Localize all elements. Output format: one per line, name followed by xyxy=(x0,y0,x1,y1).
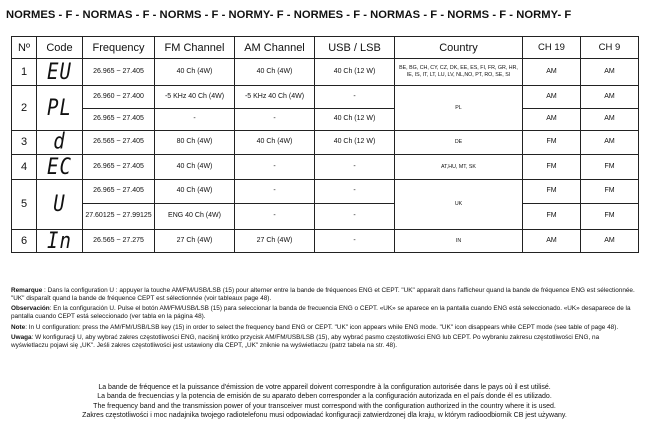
usb-lsb: - xyxy=(315,204,395,230)
note-label: Note xyxy=(11,323,26,331)
table-row xyxy=(12,204,639,230)
am-channel: -5 KHz 40 Ch (4W) xyxy=(235,86,315,109)
notes-section xyxy=(11,287,638,353)
ch19: FM xyxy=(523,131,581,155)
ch19: AM xyxy=(523,59,581,86)
note-label: Uwaga xyxy=(11,334,32,342)
ch19: FM xyxy=(523,204,581,230)
fm-channel: 40 Ch (4W) xyxy=(155,59,235,86)
fm-channel: 40 Ch (4W) xyxy=(155,180,235,204)
table-row xyxy=(12,109,639,131)
ch19: AM xyxy=(523,109,581,131)
country: BE, BG, CH, CY, CZ, DK, EE, ES, FI, FR, GR, HR, IE, IS, IT, LT, LU, LV, NL,NO, PT, RO, SE, SI xyxy=(395,59,523,86)
fm-channel: - xyxy=(155,109,235,131)
country: IN xyxy=(395,230,523,253)
frequency: 26.965 ~ 27.405 xyxy=(83,59,155,86)
ch9: AM xyxy=(581,109,639,131)
ch19: FM xyxy=(523,180,581,204)
ch19: AM xyxy=(523,86,581,109)
col-ch19: CH 19 xyxy=(523,37,581,59)
col-am-channel: AM Channel xyxy=(235,37,315,59)
frequency: 26.960 ~ 27.400 xyxy=(83,86,155,109)
row-number: 6 xyxy=(12,230,37,253)
country: DE xyxy=(395,131,523,155)
usb-lsb: - xyxy=(315,180,395,204)
country: AT,HU, MT, SK xyxy=(395,155,523,180)
country: UK xyxy=(395,180,523,230)
ch9: AM xyxy=(581,131,639,155)
row-number: 1 xyxy=(12,59,37,86)
ch9: FM xyxy=(581,155,639,180)
col-code: Code xyxy=(37,37,83,59)
frequency: 27.60125 ~ 27.99125 xyxy=(83,204,155,230)
ch19: AM xyxy=(523,230,581,253)
row-number: 2 xyxy=(12,86,37,131)
frequency-table xyxy=(11,36,639,253)
norms-banner: NORMES - F - NORMAS - F - NORMS - F - NORMY- F - NORMES - F - NORMAS - F - NORMS - F - NORMY- F xyxy=(6,9,572,21)
country: PL xyxy=(395,86,523,131)
fm-channel: -5 KHz 40 Ch (4W) xyxy=(155,86,235,109)
note-spanish xyxy=(11,305,638,320)
col-frequency: Frequency xyxy=(83,37,155,59)
frequency: 26.565 ~ 27.275 xyxy=(83,230,155,253)
row-number: 3 xyxy=(12,131,37,155)
config-code: EU xyxy=(37,56,83,87)
usb-lsb: 40 Ch (12 W) xyxy=(315,59,395,86)
am-channel: 40 Ch (4W) xyxy=(235,131,315,155)
usb-lsb: 40 Ch (12 W) xyxy=(315,131,395,155)
usb-lsb: 40 Ch (12 W) xyxy=(315,109,395,131)
usb-lsb: - xyxy=(315,155,395,180)
fm-channel: 80 Ch (4W) xyxy=(155,131,235,155)
am-channel: - xyxy=(235,204,315,230)
am-channel: - xyxy=(235,180,315,204)
fm-channel: 27 Ch (4W) xyxy=(155,230,235,253)
am-channel: - xyxy=(235,155,315,180)
frequency: 26.565 ~ 27.405 xyxy=(83,131,155,155)
col-usb-lsb: USB / LSB xyxy=(315,37,395,59)
ch9: FM xyxy=(581,204,639,230)
note-label: Remarque xyxy=(11,287,43,294)
note-polish xyxy=(11,334,638,349)
header-row xyxy=(12,37,639,59)
note-label: Observación xyxy=(11,305,50,313)
ch19: FM xyxy=(523,155,581,180)
note-text: : W konfiguracji U, aby wybrać zakres częstotliwości ENG, naciśnij krótko przycisk AM/FM/USB/LSB (15), aby wybrać pasmo częstotliwości ENG lub CEPT. Po wybraniu zakresu częstotliwości ENG, na wyświetlaczu pojawi się „UK". Jeśli zakres częstotliwości jest ustawiony dla CEPT, „UK" zniknie na wyświetlaczu (patrz tabela na str. 48). xyxy=(11,334,600,350)
table-row xyxy=(12,155,639,180)
ch9: AM xyxy=(581,86,639,109)
row-number: 4 xyxy=(12,155,37,180)
am-channel: 40 Ch (4W) xyxy=(235,59,315,86)
note-french xyxy=(11,287,638,302)
usb-lsb: - xyxy=(315,230,395,253)
compliance-footer xyxy=(11,383,638,421)
note-text: : Dans la configuration U : appuyer la touche AM/FM/USB/LSB (15) pour alterner entre la bande de fréquences ENG et CEPT. "UK" apparaît dans l'afficheur quand la bande de fréquence ENG est sélectionnée. "UK" disparaît quand la bande de fréquence CEPT est sélectionnée (voir tableaux page 48). xyxy=(11,287,635,302)
ch9: AM xyxy=(581,230,639,253)
frequency: 26.965 ~ 27.405 xyxy=(83,180,155,204)
col-fm-channel: FM Channel xyxy=(155,37,235,59)
table-row xyxy=(12,180,639,204)
table-row xyxy=(12,86,639,109)
frequency: 26.965 ~ 27.405 xyxy=(83,155,155,180)
ch9: FM xyxy=(581,180,639,204)
table-row xyxy=(12,230,639,253)
table-row xyxy=(12,131,639,155)
config-code: PL xyxy=(37,82,83,134)
footer-spanish: La banda de frecuencias y la potencia de emisión de su aparato deben corresponder a la configuración autorizada en el país donde él es utilizado. xyxy=(97,393,552,401)
col-ch9: CH 9 xyxy=(581,37,639,59)
note-text: : En la configuración U. Pulse el botón AM/FM/USB/LSB (15) para seleccionar la banda de frecuencia ENG o CEPT. «UK» se aparece en la pantalla cuando ENG está seleccionado. «UK» desaparece de la pantalla cuando CEPT está seleccionado (ver tabla en la página 48). xyxy=(11,305,631,321)
col-country: Country xyxy=(395,37,523,59)
footer-french: La bande de fréquence et la puissance d'émission de votre appareil doivent correspondre à la configuration autorisée dans le pays où il est utilisé. xyxy=(98,384,551,391)
col-number: Nº xyxy=(12,37,37,59)
ch9: AM xyxy=(581,59,639,86)
usb-lsb: - xyxy=(315,86,395,109)
config-code: d xyxy=(37,129,83,157)
footer-english: The frequency band and the transmission power of your transceiver must correspond with the configuration authorized in the country where it is used. xyxy=(93,402,556,410)
fm-channel: ENG 40 Ch (4W) xyxy=(155,204,235,230)
frequency: 26.965 ~ 27.405 xyxy=(83,109,155,131)
config-code: EC xyxy=(37,153,83,182)
note-text: : In U configuration: press the AM/FM/USB/LSB key (15) in order to select the frequency band ENG or CEPT. "UK" icon appears while ENG mode. "UK" icon disappears while CEPT mode (see table of page 48). xyxy=(25,323,619,331)
row-number: 5 xyxy=(12,180,37,230)
config-code: U xyxy=(37,176,83,234)
config-code: In xyxy=(37,228,83,254)
note-english xyxy=(11,324,638,332)
fm-channel: 40 Ch (4W) xyxy=(155,155,235,180)
footer-polish: Zakres częstotliwości i moc nadajnika twojego radiotelefonu musi odpowiadać konfiguracji zatwierdzonej dla kraju, w którym radioodbiornik CB jest używany. xyxy=(82,412,567,420)
table-row xyxy=(12,59,639,86)
am-channel: 27 Ch (4W) xyxy=(235,230,315,253)
am-channel: - xyxy=(235,109,315,131)
